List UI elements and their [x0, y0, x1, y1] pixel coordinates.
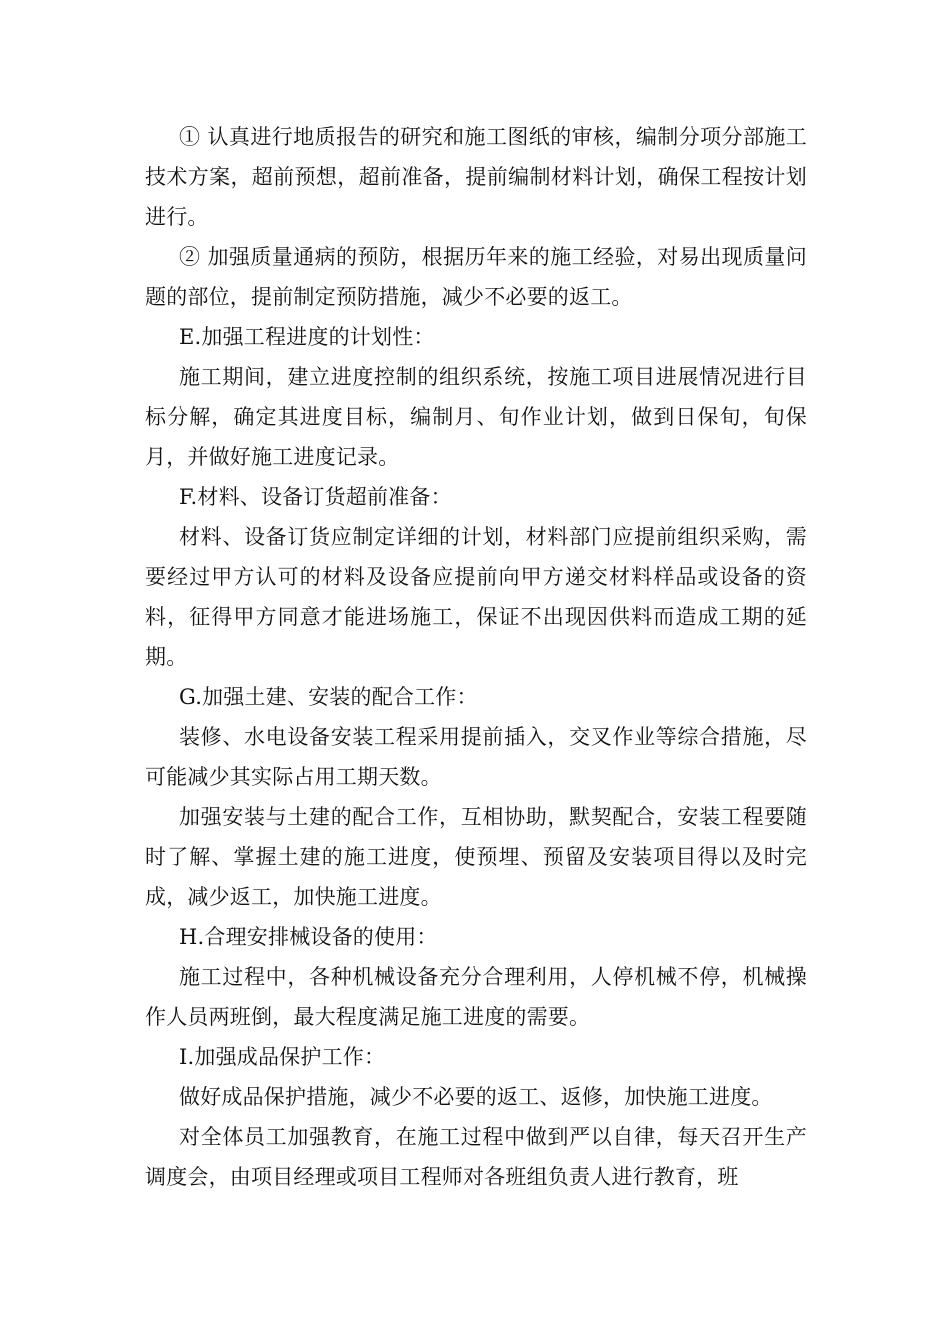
paragraph-1: ① 认真进行地质报告的研究和施工图纸的审核，编制分项分部施工技术方案，超前预想，超前准备，提前编制材料计划，确保工程按计划进行。 [145, 125, 807, 229]
paragraph-9: 对全体员工加强教育，在施工过程中做到严以自律，每天召开生产调度会，由项目经理或项目工程师对各班组负责人进行教育，班 [145, 1125, 807, 1189]
paragraph-6: 加强安装与土建的配合工作，互相协助，默契配合，安装工程要随时了解、掌握土建的施工进度，使预埋、预留及安装项目得以及时完成，减少返工，加快施工进度。 [145, 805, 807, 909]
paragraph-3: 施工期间，建立进度控制的组织系统，按施工项目进展情况进行目标分解，确定其进度目标，编制月、旬作业计划，做到日保旬，旬保月，并做好施工进度记录。 [145, 365, 807, 469]
paragraph-5: 装修、水电设备安装工程采用提前插入，交叉作业等综合措施，尽可能减少其实际占用工期天数。 [145, 725, 807, 789]
paragraph-8: 做好成品保护措施，减少不必要的返工、返修，加快施工进度。 [179, 1085, 773, 1109]
paragraph-7: 施工过程中，各种机械设备充分合理利用，人停机械不停，机械操作人员两班倒，最大程度满足施工进度的需要。 [145, 965, 807, 1029]
section-heading-g: G.加强土建、安装的配合工作： [179, 685, 478, 709]
paragraph-2: ② 加强质量通病的预防，根据历年来的施工经验，对易出现质量问题的部位，提前制定预防措施，减少不必要的返工。 [145, 245, 807, 309]
section-heading-e: E.加强工程进度的计划性： [179, 325, 435, 349]
section-heading-f: F.材料、设备订货超前准备： [179, 485, 452, 509]
section-heading-h: H.合理安排械设备的使用： [179, 925, 438, 949]
document-body [145, 117, 807, 1197]
paragraph-4: 材料、设备订货应制定详细的计划，材料部门应提前组织采购，需要经过甲方认可的材料及设备应提前向甲方递交材料样品或设备的资料，征得甲方同意才能进场施工，保证不出现因供料而造成工期的延期。 [145, 525, 807, 669]
section-heading-i: I.加强成品保护工作： [179, 1045, 386, 1069]
